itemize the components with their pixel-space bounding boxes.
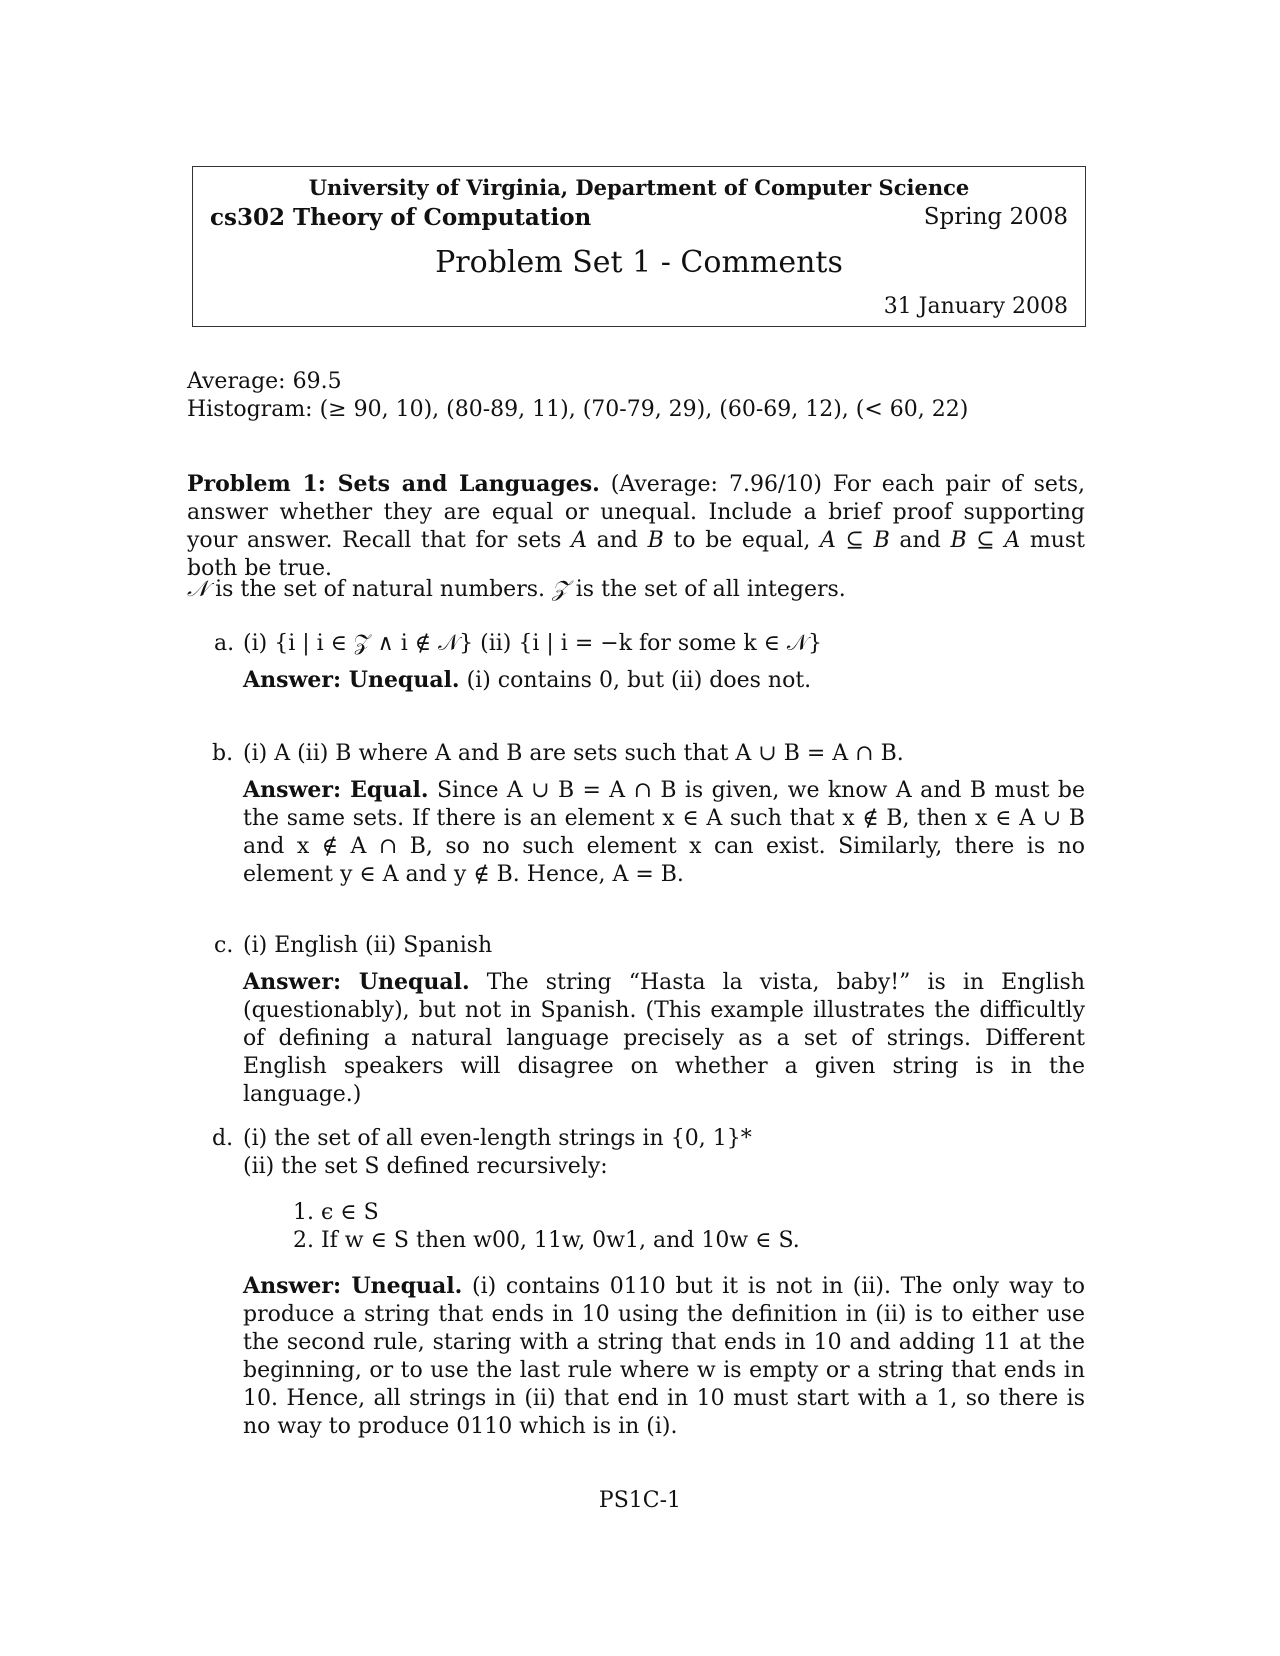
header-box: [192, 166, 1086, 327]
part-d-rule-1: 1. ϵ ∈ S: [293, 1200, 379, 1225]
problem-1-instructions-2: to be equal,: [673, 528, 811, 553]
document-title: Problem Set 1 - Comments: [435, 245, 843, 280]
score-histogram: Histogram: (≥ 90, 10), (80-89, 11), (70-79, 29), (60-69, 12), (< 60, 22): [187, 397, 969, 422]
page-footer: PS1C-1: [598, 1488, 682, 1513]
integers-note: is the set of all integers.: [575, 577, 846, 602]
part-a-answer: [243, 666, 811, 695]
problem-1-average: (Average: 7.96/10): [610, 472, 822, 497]
part-b-label: b.: [212, 741, 234, 766]
document-date: 31 January 2008: [883, 294, 1068, 319]
part-d-answer: [243, 1272, 1085, 1441]
part-b-question: (i) A (ii) B where A and B are sets such that A ∪ B = A ∩ B.: [243, 741, 904, 766]
part-b-answer-label: Answer: Equal.: [243, 777, 429, 803]
course-title: cs302 Theory of Computation: [210, 204, 592, 231]
part-d-question-2: (ii) the set S defined recursively:: [243, 1154, 608, 1179]
part-b-answer-text: Since A ∪ B = A ∩ B is given, we know A and B must be the same sets. If there is an element x ∈ A such that x ∉ B, then x ∈ A ∪ B and x ∉ A ∩ B, so no such element x can exist. Similarly, there is no element y ∈ A and y ∉ B. Hence, A = B.: [243, 778, 1085, 887]
part-d-question-1: (i) the set of all even-length strings in {0, 1}*: [243, 1126, 752, 1151]
part-c-label: c.: [214, 933, 234, 958]
part-a-answer-label: Answer: Unequal.: [243, 667, 460, 693]
part-c-answer-label: Answer: Unequal.: [243, 969, 470, 995]
part-c-answer-text: The string “Hasta la vista, baby!” is in English (questionably), but not in Spanish. (This example illustrates the difficultly of defining a natural language precisely as a set of strings. Different English speakers will disagree on whether a given string is in the language.): [243, 970, 1085, 1107]
part-d-rule-2: 2. If w ∈ S then w00, 11w, 0w1, and 10w ∈ S.: [293, 1228, 800, 1253]
part-c-question: (i) English (ii) Spanish: [243, 933, 493, 958]
average-score: Average: 69.5: [187, 369, 342, 394]
university-name: University of Virginia, Department of Computer Science: [308, 175, 970, 200]
problem-1-heading: Problem 1: Sets and Languages.: [187, 471, 600, 497]
part-c-answer: [243, 968, 1085, 1109]
part-a-question: (i) {i | i ∈ 𝒵 ∧ i ∉ 𝒩} (ii) {i | i = −k for some k ∈ 𝒩}: [243, 631, 822, 656]
natural-numbers-note: is the set of natural numbers.: [215, 577, 546, 602]
term: Spring 2008: [923, 204, 1068, 230]
problem-1-intro: Problem 1: Sets and Languages. (Average: 7.96/10) For each pair of sets, answer whether they are equal or unequal. Include a brief proof supporting your answer. Recall that for sets A and B to be equal, A ⊆ B and B ⊆ A must both be true.: [187, 471, 1086, 581]
part-a-label: a.: [214, 631, 235, 656]
part-d-answer-text: (i) contains 0110 but it is not in (ii). The only way to produce a string that ends in 10 using the definition in (ii) is to either use the second rule, staring with a string that ends in 10 and adding 11 at the beginning, or to use the last rule where w is empty or a string that ends in 10. Hence, all strings in (ii) that end in 10 must start with a 1, so there is no way to produce 0110 which is in (i).: [243, 1274, 1085, 1439]
part-d-answer-label: Answer: Unequal.: [243, 1273, 463, 1299]
problem-1-instructions-3: must both be true.: [187, 528, 1086, 581]
problem-1-instructions: For each pair of sets, answer whether they are equal or unequal. Include a brief proof supporting your answer. Recall that for sets: [187, 472, 1086, 553]
part-a-answer-text: (i) contains 0, but (ii) does not.: [466, 668, 812, 693]
sets-definition: 𝒩 is the set of natural numbers. 𝒵 is the set of all integers.: [187, 577, 846, 602]
part-b-answer: [243, 776, 1085, 889]
part-d-label: d.: [212, 1126, 234, 1151]
